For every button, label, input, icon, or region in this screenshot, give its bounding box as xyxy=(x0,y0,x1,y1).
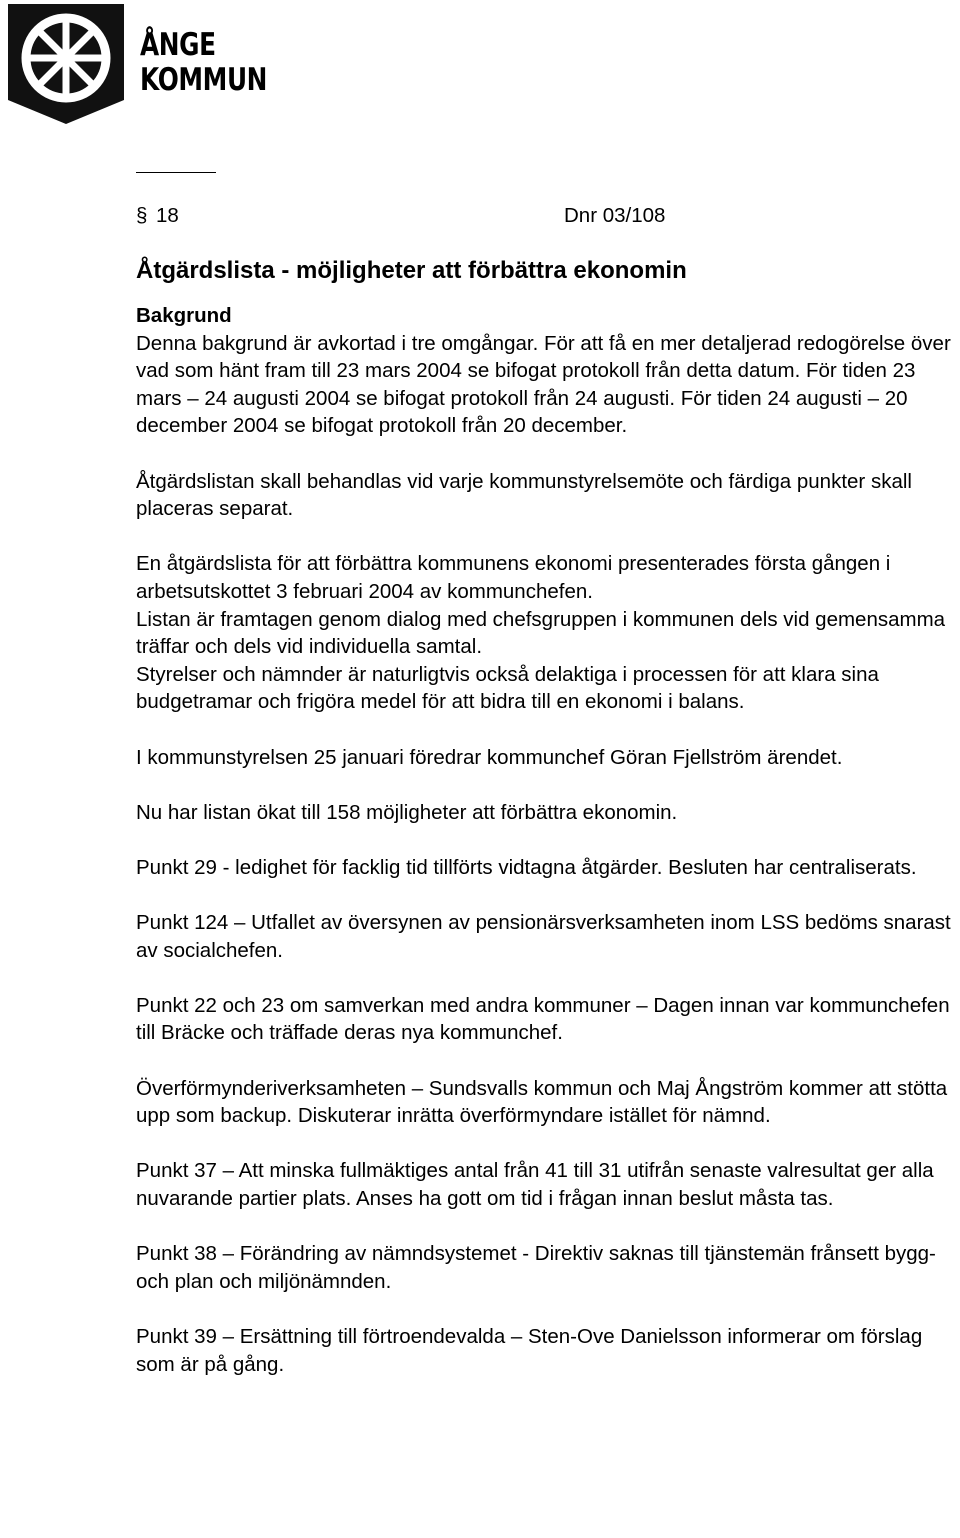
paragraph: Punkt 22 och 23 om samverkan med andra kommuner – Dagen innan var kommunchefen till Bräcke och träffade deras nya kommunchef. xyxy=(136,993,950,1045)
paragraph: Nu har listan ökat till 158 möjligheter att förbättra ekonomin. xyxy=(136,800,678,824)
logo-wordmark xyxy=(140,28,267,98)
paragraph-sign: § xyxy=(136,204,148,227)
paragraph: Denna bakgrund är avkortad i tre omgångar. För att få en mer detaljerad redogörelse över vad som hänt fram till 23 mars 2004 se bifogat protokoll från detta datum. För tiden 23 mars – 24 augusti 2004 se bifogat protokoll från 24 augusti. För tiden 24 augusti – 20 december 2004 se bifogat protokoll från 20 december. xyxy=(136,331,951,438)
paragraph: Överförmynderiverksamheten – Sundsvalls kommun och Maj Ångström kommer att stötta upp som backup. Diskuterar inrätta överförmyndare istället för nämnd. xyxy=(136,1076,948,1128)
document-title: Åtgärdslista - möjligheter att förbättra ekonomin xyxy=(136,257,687,284)
paragraph: Punkt 29 - ledighet för facklig tid tillförts vidtagna åtgärder. Besluten har centraliserats. xyxy=(136,855,917,879)
paragraph-number: 18 xyxy=(156,204,179,227)
header-rule xyxy=(136,172,216,173)
paragraph: Styrelser och nämnder är naturligtvis också delaktiga i processen för att klara sina budgetramar och frigöra medel för att bidra till en ekonomi i balans. xyxy=(136,662,879,714)
paragraph: Listan är framtagen genom dialog med chefsgruppen i kommunen dels vid gemensamma träffar och dels vid individuella samtal. xyxy=(136,607,946,659)
diary-number: Dnr 03/108 xyxy=(564,204,666,227)
municipality-logo xyxy=(4,2,268,126)
reference-row xyxy=(136,200,960,232)
paragraph: Punkt 37 – Att minska fullmäktiges antal från 41 till 31 utifrån senaste valresultat ger alla nuvarande partier plats. Anses ha gott om tid i frågan innan beslut måsta tas. xyxy=(136,1159,934,1210)
paragraph: I kommunstyrelsen 25 januari föredrar kommunchef Göran Fjellström ärendet. xyxy=(136,745,843,769)
paragraph: Punkt 38 – Förändring av nämndsystemet - Direktiv saknas till tjänstemän frånsett bygg- och plan och miljönämnden. xyxy=(136,1242,936,1293)
paragraph: Punkt 124 – Utfallet av översynen av pensionärsverksamheten inom LSS bedöms snarast av socialchefen. xyxy=(136,911,951,962)
wheel-emblem-icon xyxy=(4,2,128,126)
logo-line-1: ÅNGE xyxy=(140,27,216,63)
paragraph: Åtgärdslistan skall behandlas vid varje kommunstyrelsemöte och färdiga punkter skall placeras separat. xyxy=(136,469,912,521)
section-heading: Bakgrund xyxy=(136,304,232,327)
paragraph: Punkt 39 – Ersättning till förtroendevalda – Sten-Ove Danielsson informerar om förslag som är på gång. xyxy=(136,1324,923,1376)
document-body xyxy=(136,200,960,1378)
logo-line-2: KOMMUN xyxy=(140,62,268,98)
paragraph: En åtgärdslista för att förbättra kommunens ekonomi presenterades första gången i arbetsutskottet 3 februari 2004 av kommunchefen. xyxy=(136,552,891,603)
